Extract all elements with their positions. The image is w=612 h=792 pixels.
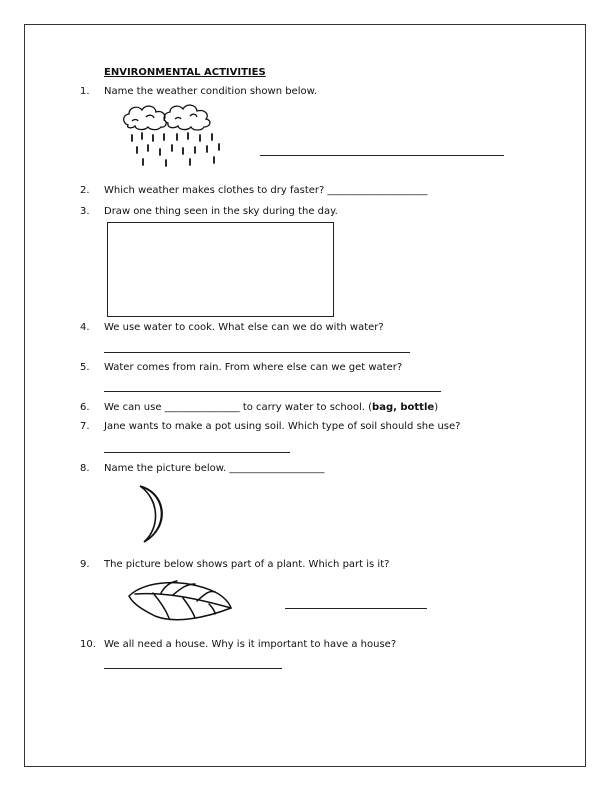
answer-line-10[interactable] <box>104 668 282 669</box>
question-9-number: 9. <box>80 559 90 570</box>
answer-line-1[interactable] <box>260 155 504 156</box>
question-6-text-after: ) <box>434 402 439 413</box>
drawing-box[interactable] <box>107 222 334 317</box>
answer-line-9[interactable] <box>285 608 427 609</box>
worksheet-title: ENVIRONMENTAL ACTIVITIES <box>104 67 266 78</box>
question-6-text <box>104 401 438 414</box>
question-6-number: 6. <box>80 402 90 413</box>
question-3-text: Draw one thing seen in the sky during the day. <box>104 206 338 217</box>
question-9-text: The picture below shows part of a plant. Which part is it? <box>104 559 390 570</box>
page-border <box>24 24 586 767</box>
question-7-number: 7. <box>80 421 90 432</box>
question-5-number: 5. <box>80 362 90 373</box>
question-5-text: Water comes from rain. From where else can we get water? <box>104 362 403 373</box>
answer-line-4[interactable] <box>104 352 410 353</box>
crescent-moon-icon <box>130 484 190 544</box>
rain-cloud-icon <box>120 103 230 173</box>
question-10-number: 10. <box>80 639 96 650</box>
answer-line-5[interactable] <box>104 391 441 392</box>
answer-line-7[interactable] <box>104 452 290 453</box>
question-4-number: 4. <box>80 322 90 333</box>
question-8-number: 8. <box>80 463 90 474</box>
question-7-text: Jane wants to make a pot using soil. Which type of soil should she use? <box>104 421 461 432</box>
leaf-icon <box>125 578 235 626</box>
question-6-text-before: We can use _______________ to carry water to school. ( <box>104 402 373 413</box>
question-8-text: Name the picture below. ___________________ <box>104 463 325 474</box>
question-1-number: 1. <box>80 86 90 97</box>
question-3-number: 3. <box>80 206 90 217</box>
question-4-text: We use water to cook. What else can we do with water? <box>104 322 384 333</box>
question-1-text: Name the weather condition shown below. <box>104 86 318 97</box>
question-10-text: We all need a house. Why is it important to have a house? <box>104 639 397 650</box>
question-6-options: bag, bottle <box>372 402 435 413</box>
question-2-text: Which weather makes clothes to dry faster? ____________________ <box>104 185 428 196</box>
question-2-number: 2. <box>80 185 90 196</box>
